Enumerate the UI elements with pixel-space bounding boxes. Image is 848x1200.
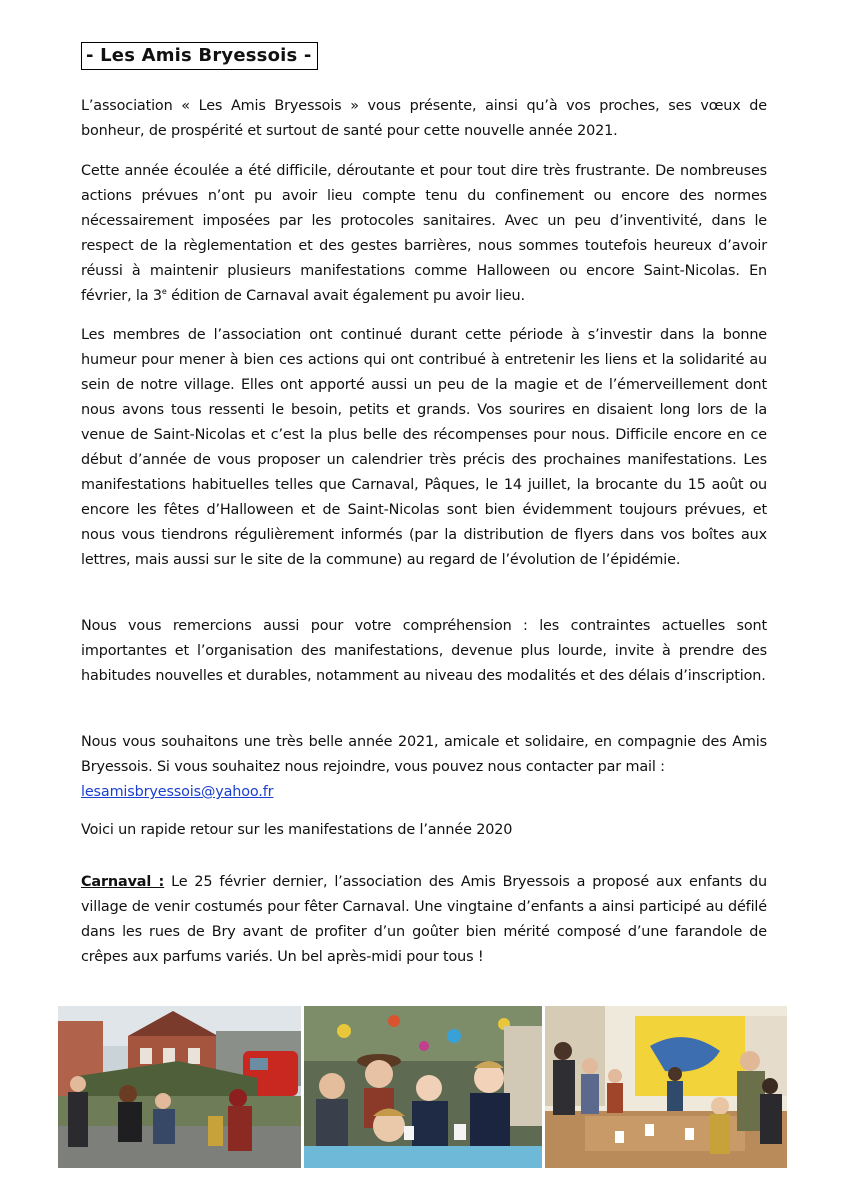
carnaval-text: Le 25 février dernier, l’association des Amis Bryessois a proposé aux enfants du village de venir costumés pour fêter Carnaval. Une vingtaine d’enfants a ainsi participé au défilé dans les rues de Bry avant de profiter d’un goûter bien mérité composé d’une farandole de crêpes aux parfums variés. Un bel après-midi pour tous !: [81, 874, 767, 965]
intro-paragraph: L’association « Les Amis Bryessois » vous présente, ainsi qu’à vos proches, ses vœux de bonheur, de prospérité et surtout de santé pour cette nouvelle année 2021.: [81, 98, 767, 139]
photo-strip: [58, 1006, 787, 1168]
members-paragraph: Les membres de l’association ont continué durant cette période à s’investir dans la bonne humeur pour mener à bien ces actions qui ont contribué à entretenir les liens et la solidarité au sein de notre village. Elles ont apporté aussi un peu de la magie et de l’émerveillement dont nous avons tous ressenti le besoin, petits et grands. Vos sourires en disaient long lors de la venue de Saint-Nicolas et c’est la plus belle des récompenses pour nous. Difficile encore en ce début d’année de vous proposer un calendrier très précis des prochaines manifestations. Les manifestations habituelles telles que Carnaval, Pâques, le 14 juillet, la brocante du 15 août ou encore les fêtes d’Halloween et de Saint-Nicolas sont bien évidemment toujours prévues, et nous vous tiendrons régulièrement informés (par la distribution de flyers dans vos boîtes aux lettres, mais aussi sur le site de la commune) au regard de l’évolution de l’épidémie.: [81, 327, 767, 568]
wishes-paragraph: [81, 730, 767, 805]
ordinal-superscript: e: [161, 287, 167, 297]
carnaval-snack-room-photo: [545, 1006, 787, 1168]
email-link[interactable]: lesamisbryessois@yahoo.fr: [81, 784, 274, 800]
carnaval-children-costumes-photo: [304, 1006, 542, 1168]
carnaval-paragraph: [81, 870, 767, 970]
wishes-text: Nous vous souhaitons une très belle année 2021, amicale et solidaire, en compagnie des Amis Bryessois. Si vous souhaitez nous rejoindre, vous pouvez nous contacter par mail :: [81, 734, 767, 775]
year-review-text-end: édition de Carnaval avait également pu avoir lieu.: [166, 288, 525, 304]
thanks-paragraph: Nous vous remercions aussi pour votre compréhension : les contraintes actuelles sont importantes et l’organisation des manifestations, devenue plus lourde, invite à prendre des habitudes nouvelles et durables, notamment au niveau des modalités et des délais d’inscription.: [81, 618, 767, 684]
year-review-paragraph: [81, 159, 767, 309]
page-title: - Les Amis Bryessois -: [81, 42, 318, 70]
review-intro-paragraph: Voici un rapide retour sur les manifestations de l’année 2020: [81, 822, 513, 838]
carnaval-label: Carnaval :: [81, 874, 165, 890]
carnaval-street-parade-photo: [58, 1006, 301, 1168]
year-review-text: Cette année écoulée a été difficile, déroutante et pour tout dire très frustrante. De nombreuses actions prévues n’ont pu avoir lieu compte tenu du confinement ou encore des normes nécessairement imposées par les protocoles sanitaires. Avec un peu d’inventivité, dans le respect de la règlementation et des gestes barrières, nous sommes toutefois heureux d’avoir réussi à maintenir plusieurs manifestations comme Halloween ou encore Saint-Nicolas. En février, la 3: [81, 163, 767, 304]
